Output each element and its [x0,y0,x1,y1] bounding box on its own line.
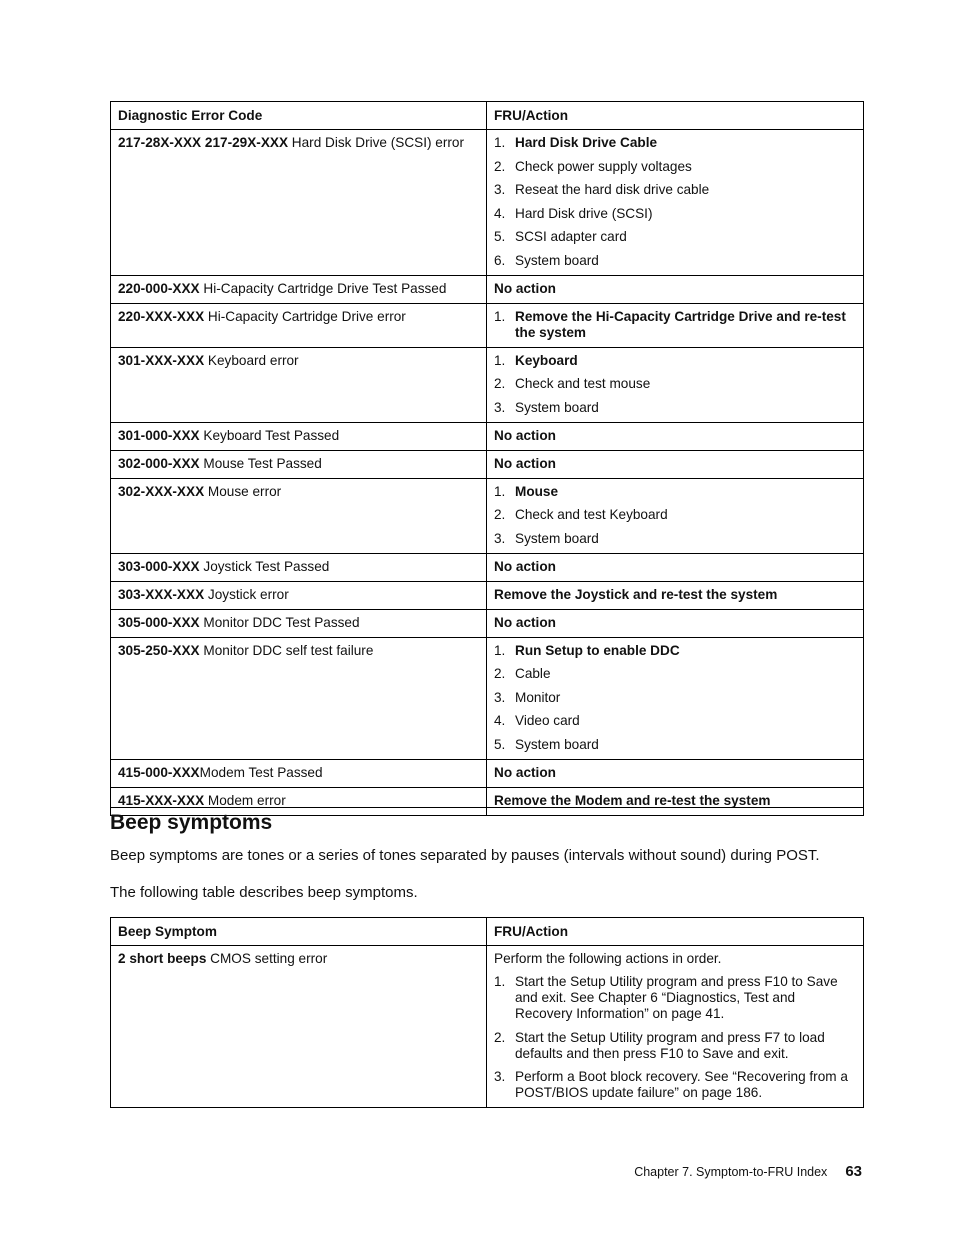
action-cell [487,422,864,450]
page-number: 63 [845,1163,862,1180]
code-description: Modem Test Passed [199,764,323,780]
action-step [494,690,856,706]
code-description: Joystick error [204,586,289,602]
code-cell [111,130,487,276]
table-row [111,553,864,581]
code-description: Keyboard Test Passed [199,427,340,443]
beep-symptom-table-body [111,946,864,1108]
table-row [111,478,864,553]
error-code: 305-250-XXX [118,642,200,658]
action-cell [487,478,864,553]
table-row [111,275,864,303]
table-row [111,946,864,1108]
action-text: Remove the Modem and re-test the system [494,792,771,808]
action-step [494,206,856,222]
step-text: Mouse [515,483,559,499]
action-cell [487,553,864,581]
action-step [494,507,856,523]
step-text: Start the Setup Utility program and press F10 to Save and exit. See Chapter 6 “Diagnostics, Test and Recovery Information” on page 41. [515,974,838,1021]
action-step [494,713,856,729]
action-step [494,400,856,416]
error-code-table-body [111,130,864,816]
step-text: Check power supply voltages [515,158,692,174]
step-text: SCSI adapter card [515,229,627,244]
code-cell [111,609,487,637]
action-step [494,1030,856,1062]
action-step [494,1069,856,1101]
table-row [111,581,864,609]
step-number: 3. [494,182,506,197]
code-cell [111,759,487,787]
step-number: 1. [494,974,506,989]
step-number: 4. [494,205,506,221]
step-number: 1. [494,352,506,368]
action-text: Remove the Joystick and re-test the system [494,586,778,602]
action-step [494,643,856,659]
step-text: Hard Disk Drive Cable [515,135,658,150]
step-text: Check and test Keyboard [515,507,668,522]
error-code: 302-000-XXX [118,455,200,471]
action-cell [487,581,864,609]
step-text: System board [515,530,599,546]
code-cell [111,303,487,347]
error-code: 303-XXX-XXX [118,586,205,602]
code-cell [111,347,487,422]
step-number: 1. [494,308,506,324]
code-description: Hard Disk Drive (SCSI) error [288,135,465,150]
error-code: 2 short beeps [118,951,207,966]
error-code: 305-000-XXX [118,614,200,630]
error-code: 220-000-XXX [118,280,200,296]
table-row [111,130,864,276]
code-description: CMOS setting error [206,951,328,966]
section-title: Beep symptoms [110,811,273,834]
table-row [111,759,864,787]
action-steps [494,353,856,416]
column-header: Beep Symptom [111,918,487,946]
error-code: 302-XXX-XXX [118,483,205,499]
action-cell [487,787,864,815]
action-text: No action [494,558,556,574]
beep-symptom-table [110,917,864,1108]
column-header: FRU/Action [487,102,864,130]
page-footer [634,1163,862,1180]
action-cell [487,303,864,347]
action-step [494,135,856,151]
error-code-table [110,101,864,816]
code-cell [111,581,487,609]
step-number: 2. [494,1029,506,1045]
action-text: No action [494,427,556,443]
action-cell [487,946,864,1108]
step-number: 6. [494,252,506,268]
action-step [494,229,856,245]
error-code: 415-000-XXX [118,764,200,780]
action-cell [487,347,864,422]
code-description: Hi-Capacity Cartridge Drive Test Passed [199,280,447,296]
column-header: FRU/Action [487,918,864,946]
action-step [494,376,856,392]
action-text: No action [494,280,556,296]
code-description: Monitor DDC Test Passed [199,614,360,630]
table-header-row [111,102,864,130]
step-text: System board [515,399,599,415]
action-step [494,182,856,198]
action-step [494,666,856,682]
action-step [494,353,856,369]
step-text: System board [515,252,599,268]
section-divider [110,807,863,808]
step-text: Hard Disk drive (SCSI) [515,205,653,221]
code-cell [111,946,487,1108]
action-text: No action [494,614,556,630]
action-steps [494,643,856,753]
step-number: 3. [494,399,506,415]
table-row [111,422,864,450]
step-text: Video card [515,713,580,728]
action-cell [487,609,864,637]
code-description: Modem error [204,792,286,808]
code-description: Keyboard error [204,352,299,368]
table-row [111,303,864,347]
step-number: 3. [494,530,506,546]
code-description: Monitor DDC self test failure [199,642,374,658]
action-cell [487,637,864,759]
step-text: System board [515,736,599,752]
error-code: 217-28X-XXX 217-29X-XXX [118,135,289,150]
action-steps [494,974,856,1101]
step-number: 5. [494,736,506,752]
code-cell [111,422,487,450]
step-number: 3. [494,1069,506,1084]
action-cell [487,759,864,787]
code-cell [111,275,487,303]
step-number: 1. [494,642,506,658]
action-cell [487,275,864,303]
chapter-title: Chapter 7. Symptom-to-FRU Index [634,1165,828,1179]
action-steps [494,135,856,269]
code-cell [111,637,487,759]
code-description: Joystick Test Passed [199,558,330,574]
code-description: Mouse error [204,483,282,499]
error-code: 220-XXX-XXX [118,308,205,324]
step-number: 2. [494,666,506,681]
action-cell [487,130,864,276]
action-text: No action [494,455,556,471]
table-header-row [111,918,864,946]
action-cell [487,450,864,478]
step-number: 1. [494,483,506,499]
table-row [111,637,864,759]
code-description: Hi-Capacity Cartridge Drive error [204,308,406,324]
step-text: Start the Setup Utility program and press F7 to load defaults and then press F10 to Save and exit. [515,1029,825,1061]
step-number: 4. [494,713,506,728]
step-number: 3. [494,689,506,705]
step-text: Cable [515,666,551,681]
step-number: 2. [494,507,506,522]
action-text: No action [494,764,556,780]
code-description: Mouse Test Passed [199,455,322,471]
action-step [494,737,856,753]
error-code: 301-XXX-XXX [118,352,205,368]
step-number: 5. [494,229,506,244]
step-text: Perform a Boot block recovery. See “Recovering from a POST/BIOS update failure” on page 186. [515,1069,848,1100]
step-text: Check and test mouse [515,376,651,391]
step-number: 2. [494,376,506,391]
column-header: Diagnostic Error Code [111,102,487,130]
step-number: 2. [494,158,506,174]
action-step [494,484,856,500]
code-cell [111,478,487,553]
step-text: Run Setup to enable DDC [515,642,680,658]
table-row [111,609,864,637]
table-row [111,347,864,422]
step-number: 1. [494,135,506,150]
action-step [494,974,856,1022]
error-code: 415-XXX-XXX [118,792,205,808]
code-cell [111,450,487,478]
step-text: Remove the Hi-Capacity Cartridge Drive and re-test the system [515,308,846,340]
step-text: Monitor [515,689,561,705]
code-cell [111,553,487,581]
action-step [494,159,856,175]
error-code: 303-000-XXX [118,558,200,574]
action-step [494,253,856,269]
action-steps [494,309,856,341]
section-lead: The following table describes beep symptoms. [110,884,418,901]
error-code: 301-000-XXX [118,427,200,443]
step-text: Reseat the hard disk drive cable [515,182,710,197]
action-step [494,309,856,341]
section-intro: Beep symptoms are tones or a series of tones separated by pauses (intervals without sound) during POST. [110,847,820,864]
action-step [494,531,856,547]
table-row [111,450,864,478]
action-steps [494,484,856,547]
step-text: Keyboard [515,352,578,368]
action-preface: Perform the following actions in order. [494,951,722,966]
